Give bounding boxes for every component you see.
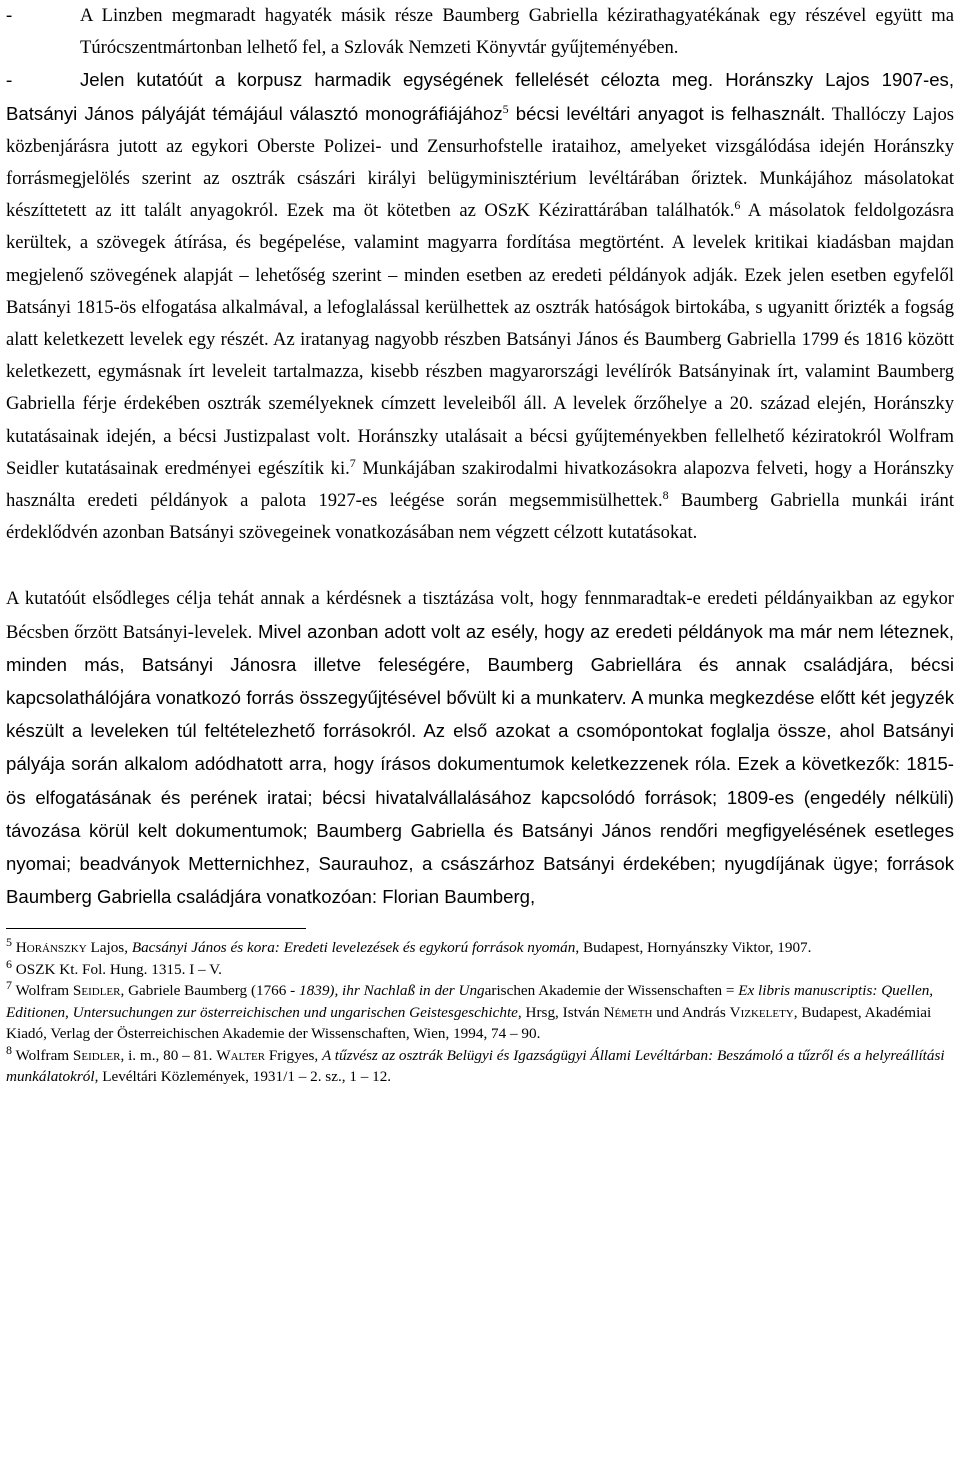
paragraph-1 <box>6 0 954 64</box>
paragraph-2-part-c: Thallóczy Lajos közbenjárásra jutott az egykori Oberste Polizei- und Zensurhofstelle irataihoz, amelyeket vizsgálódása idején Horánszky forrásmegjelölés szerint az osztrák császári királyi belügyminisztérium levéltárában őriztek. Munkájához másolatokat készíttetett az itt talált anyagokról. Ezek ma öt kötetben az OSzK Kézirattárában találhatók. <box>6 103 954 222</box>
paragraph-2-part-b: bécsi levéltári anyagot is felhasznált. <box>508 102 826 124</box>
paragraph-3 <box>6 583 954 914</box>
footnote-text: , Hrsg, István <box>517 1003 604 1021</box>
footnote-5 <box>6 937 954 959</box>
footnote-author: Horánszky <box>15 939 87 957</box>
footnotes <box>6 937 954 1088</box>
footnote-text: , Budapest, Hornyánszky Viktor, 1907. <box>575 939 812 957</box>
paragraph-3-part-c: Ezek a következők: 1815-ös elfogatásának és perének iratai; bécsi hivatalvállalásához kapcsolódó források; 1809-es (engedély nélküli) távozása körül kelt dokumentumok; Baumberg Gabriella és Batsányi János rendőri megfigyelésének esetleges nyomai; beadványok Metternichhez, Saurauhoz, a császárhoz Batsányi érdekében; nyugdíjának ügye; források Baumberg Gabriella családjára vonatkozóan: Florian Baumberg, <box>6 753 954 908</box>
list-dash: - <box>6 70 13 92</box>
footnote-ref-8: 8 <box>662 487 669 502</box>
paragraph-2-part-f: Baumberg Gabriella munkái iránt érdeklődvén azonban Batsányi szövegeinek vonatkozásában nem végzett célzott kutatásokat. <box>6 490 954 544</box>
footnote-text: Frigyes, <box>265 1046 322 1064</box>
document-page <box>6 0 954 1088</box>
footnote-title: 1839), ihr Nachlaß in der Ung <box>299 982 485 1000</box>
footnote-text: , Levéltári Közlemények, 1931/1 – 2. sz., 1 – 12. <box>94 1068 392 1086</box>
paragraph-2-part-d: A másolatok feldolgozásra kerültek, a szövegek átírása, és begépelése, valamint magyarra fordítása megtörtént. A levelek kritikai kiadásban majdan megjelenő szövegének alapját – lehetőség szerint – minden esetben az eredeti példányok adják. Ezek jelen esetben egyfelől Batsányi 1815-ös elfogatása alkalmával, a lefoglalással kerülhettek az osztrák hatóságok birtokába, s ugyanitt őrizték a fogság alatt keletkezett levelek egy részét. Az iratanyag nagyobb részben Batsányi János és Baumberg Gabriella 1799 és 1816 között keletkezett, egymásnak írt leveleit tartalmazza, kisebb részben magyarországi levélírók Batsányinak írt, valamint Baumberg Gabriella férje érdekében osztrák személyeknek címzett leveleiből áll. A levelek őrzőhelye a 20. század elején, Horánszky kutatásainak idején, a bécsi Justizpalast volt. Horánszky utalásait a bécsi gyűjteményekben fellelhető kéziratokról Wolfram Seidler kutatásainak eredményei egészítik ki. <box>6 200 954 479</box>
footnote-7 <box>6 980 954 1045</box>
footnote-author: Seidler <box>72 1046 121 1064</box>
footnote-text: Wolfram <box>12 1046 73 1064</box>
footnote-series-title: Ex libris manuscriptis: Quellen, Editionen, Untersuchungen zur österreichischen und ungarischen Geistesgeschichte <box>6 982 934 1021</box>
footnote-number: 6 <box>6 956 12 971</box>
footnote-text: und András <box>652 1003 730 1021</box>
footnote-title: A tűzvész az osztrák Belügyi és Igazságügyi Állami Levéltárban: Beszámoló a tűzről és a helyreállítási munkálatokról <box>6 1046 945 1086</box>
footnote-author: Seidler <box>72 982 121 1000</box>
paragraph-2-part-e: Munkájában szakirodalmi hivatkozásokra alapozva felveti, hogy a Horánszky használta eredeti példányok a palota 1927-es leégése során megsemmisülhettek. <box>6 457 954 512</box>
main-text <box>6 0 954 914</box>
paragraph-3-part-a: A kutatóút elsődleges célja tehát annak a kérdésnek a tisztázása volt, hogy fennmaradtak-e eredeti példányaikban az egykor Bécsben őrzött Batsányi-levelek. <box>6 588 954 643</box>
footnote-text: arischen Akademie der Wissenschaften = <box>484 982 739 1000</box>
paragraph-3-part-b: Mivel azonban adott volt az esély, hogy az eredeti példányok ma már nem léteznek, minden más, Batsányi Jánosra illetve feleségére, Baumberg Gabriellára és annak családjára, bécsi kapcsolathálójára vonatkozó forrás összegyűjtésével bővült ki a munkaterv. A munka megkezdése előtt két jegyzék készült a leveleken túl feltételezhető forrásokról. Az első azokat a csomópontokat foglalja össze, ahol Batsányi pályája során alkalom adódhatott arra, hogy írásos dokumentumok keletkezzenek róla. <box>6 620 954 775</box>
list-dash: - <box>6 5 13 26</box>
footnote-divider <box>6 928 306 929</box>
footnote-text: , i. m., 80 – 81. <box>120 1046 217 1064</box>
footnote-ref-5: 5 <box>502 101 509 116</box>
footnote-number: 5 <box>6 935 12 950</box>
footnote-number: 7 <box>6 978 12 993</box>
footnote-text: Wolfram <box>12 982 73 1000</box>
footnote-author: Walter <box>216 1046 266 1064</box>
footnote-text: OSZK Kt. Fol. Hung. 1315. I – V. <box>12 960 222 978</box>
paragraph-2 <box>6 64 954 549</box>
footnote-text: , Budapest, Akadémiai Kiadó, Verlag der Österreichischen Akademie der Wissenschaften, Wien, 1994, 74 – 90. <box>6 1003 932 1043</box>
footnote-ref-7: 7 <box>349 455 356 470</box>
footnote-text: , Gabriele Baumberg (1766 - <box>120 982 300 1000</box>
footnote-ref-6: 6 <box>734 198 741 213</box>
footnote-8 <box>6 1042 954 1088</box>
footnote-number: 8 <box>6 1042 12 1057</box>
footnote-editor: Vizkelety <box>729 1003 794 1021</box>
footnote-editor: Németh <box>603 1003 653 1021</box>
footnote-text: Lajos, <box>86 939 132 957</box>
footnote-title: Bacsányi János és kora: Eredeti levelezések és egykorú források nyomán <box>131 939 576 957</box>
paragraph-2-part-a: Jelen kutatóút a korpusz harmadik egységének fellelését célozta meg. Horánszky Lajos 1907-es, Batsányi János pályáját témájául választó monográfiájához <box>6 69 954 124</box>
footnote-6 <box>6 956 954 981</box>
paragraph-spacer <box>6 549 954 583</box>
paragraph-1-text: A Linzben megmaradt hagyaték másik része Baumberg Gabriella kézirathagyatékának egy részével együtt ma Túrócszentmártonban lelhető fel, a Szlovák Nemzeti Könyvtár gyűjteményében. <box>80 5 954 59</box>
